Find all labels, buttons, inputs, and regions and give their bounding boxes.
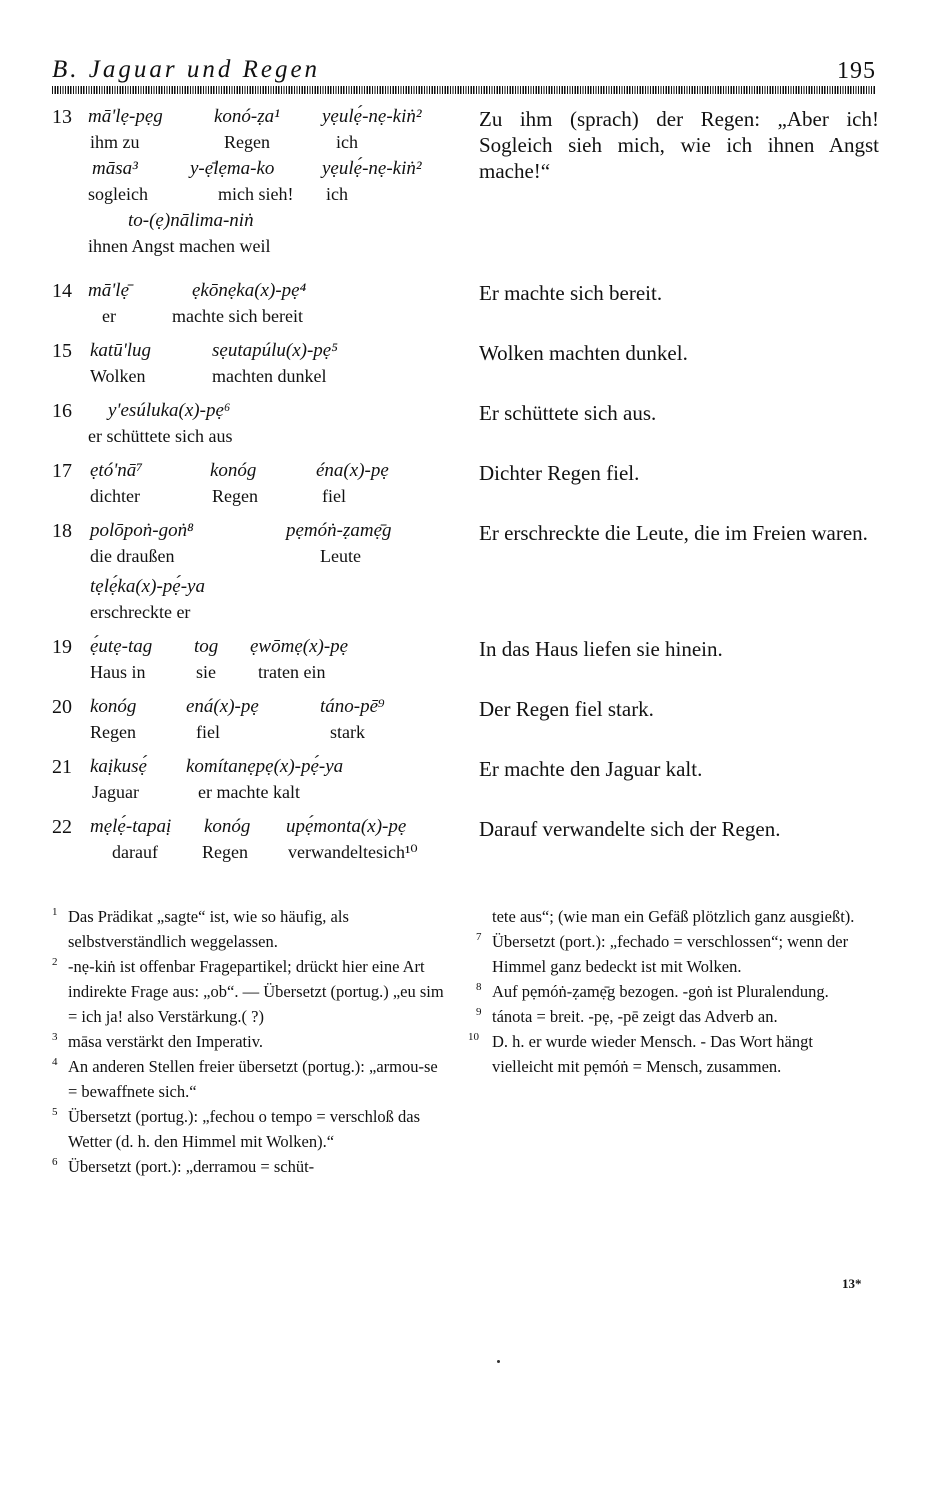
gloss-word: Regen [212,486,258,506]
entry-16 [52,400,878,454]
gloss-word: erschreckte er [90,602,191,622]
footnote: 7 Übersetzt (port.): „fechado = verschlossen“; wenn der Himmel ganz bedeckt ist mit Wolken. [476,931,849,976]
gloss-word: fiel [322,486,346,506]
entry-22 [52,816,878,870]
entry-number: 21 [52,756,72,778]
translation: Dichter Regen fiel. [479,461,640,485]
native-word: sẹutapúlu(x)-pẹ⁵ [212,340,338,361]
gloss-line [88,486,488,512]
native-word: māsa³ [92,158,138,179]
native-line [88,400,488,426]
gloss-word: ich [326,184,348,204]
gloss-word: darauf [112,842,158,862]
native-word: táno-pē⁹ [320,696,385,717]
gloss-word: er machte kalt [198,782,300,802]
interlinear-gloss [88,106,488,262]
gloss-line [88,662,488,688]
gloss-word: sie [196,662,216,682]
entry-21 [52,756,878,810]
native-word: kaịkusẹ́ [90,756,147,777]
print-speck [497,1360,500,1363]
footnote: 2 -nẹ-kiṅ ist offenbar Fragepartikel; drückt hier eine Art indirekte Frage aus: „ob“. — Übersetzt (portug.) „eu sim = ich ja! also Verstärkung.( ?) [52,956,444,1026]
entry-19 [52,636,878,690]
native-word: ẹ́utẹ-tag [90,636,153,657]
native-word: yẹulẹ́-nẹ-kiṅ² [322,158,422,179]
entry-number: 19 [52,636,72,658]
native-line [88,756,488,782]
interlinear-gloss [88,696,488,748]
gloss-line [88,306,488,332]
interlinear-gloss [88,520,488,628]
native-word: y-ẹ̄lẹma-ko [190,158,275,179]
signature-mark: 13* [842,1276,862,1291]
native-word: polōpoṅ-goṅ⁸ [90,520,194,541]
footnote: 1 Das Prädikat „sagte“ ist, wie so häufig, als selbstverständlich weggelassen. [52,906,349,951]
interlinear-gloss [88,756,488,808]
entry-18 [52,520,878,630]
gloss-word: verwandeltesich¹⁰ [288,842,418,862]
native-line [88,460,488,486]
gloss-word: er [102,306,116,326]
gloss-line [88,842,488,868]
translation: Der Regen fiel stark. [479,697,654,721]
translation [479,520,879,546]
native-line [88,696,488,722]
footnote-continuation: tete aus“; (wie man ein Gefäß plötzlich ganz ausgießt). [492,907,855,926]
gloss-word: Haus in [90,662,146,682]
interlinear-gloss [88,816,488,868]
gloss-word: Jaguar [92,782,139,802]
page-number: 195 [837,58,876,84]
gloss-word: machte sich bereit [172,306,303,326]
native-line [88,576,488,602]
native-line [88,158,488,184]
entry-number: 16 [52,400,72,422]
footnotes-right [468,904,872,1079]
gloss-line [88,722,488,748]
gloss-word: ihnen Angst machen weil [88,236,271,256]
translation: Er schüttete sich aus. [479,401,657,425]
interlinear-gloss [88,400,488,452]
translation: Er machte den Jaguar kalt. [479,757,703,781]
gloss-word: Regen [202,842,248,862]
gloss-line [88,546,488,572]
translation: Wolken machten dunkel. [479,341,688,365]
native-word: pẹmóṅ-ẓamẹ̄g [286,520,392,541]
entry-14 [52,280,878,334]
native-word: katū'lug [90,340,152,361]
native-word: y'esúluka(x)-pẹ⁶ [108,400,231,421]
native-word: ená(x)-pẹ [186,696,259,717]
native-word: ẹwōmẹ(x)-pẹ [250,636,349,657]
entry-17 [52,460,878,514]
gloss-word: fiel [196,722,220,742]
native-line [88,636,488,662]
gloss-line [88,236,488,262]
entry-20 [52,696,878,750]
entry-number: 15 [52,340,72,362]
native-word: konóg [90,696,137,717]
native-word: mẹlẹ́-tapaị [90,816,172,837]
native-word: yẹulẹ́-nẹ-kiṅ² [322,106,422,127]
native-line [88,520,488,546]
entry-number: 18 [52,520,72,542]
footnote: 8 Auf pẹmóṅ-ẓamẹ̄g bezogen. -goṅ ist Pluralendung. [476,981,829,1001]
page-header [52,56,876,92]
native-word: konóg [204,816,251,837]
footnote: 3 māsa verstärkt den Imperativ. [52,1031,264,1051]
entry-number: 20 [52,696,72,718]
footnote: 5 Übersetzt (portug.): „fechou o tempo = verschloß das Wetter (d. h. den Himmel mit Wolken).“ [52,1106,421,1151]
native-word: mā'lẹ-pẹg [88,106,163,127]
translation-text: Er erschreckte die Leute, die im Freien waren. [479,521,868,545]
gloss-line [88,602,488,628]
native-word: konó-ẓa¹ [214,106,280,127]
gloss-word: Wolken [90,366,146,386]
gloss-word: die draußen [90,546,175,566]
native-word: to-(ẹ)nālima-niṅ [128,210,254,231]
running-head: B. Jaguar und Regen [52,56,321,83]
native-word: upẹ́monta(x)-pẹ [286,816,407,837]
entry-number: 17 [52,460,72,482]
native-word: tẹlẹ́ka(x)-pẹ́-ya [90,576,205,597]
gloss-word: er schüttete sich aus [88,426,233,446]
interlinear-gloss [88,340,488,392]
native-word: ẹkōnẹka(x)-pẹ⁴ [192,280,307,301]
gloss-word: dichter [90,486,140,506]
gloss-word: Regen [90,722,136,742]
gloss-line [88,426,488,452]
gloss-line [88,366,488,392]
translation: Er machte sich bereit. [479,281,663,305]
gloss-word: sogleich [88,184,148,204]
interlinear-gloss [88,460,488,512]
gloss-word: machten dunkel [212,366,327,386]
gloss-line [88,132,488,158]
gloss-word: Regen [224,132,270,152]
gloss-word: ihm zu [90,132,140,152]
native-word: konóg [210,460,257,481]
native-line [88,340,488,366]
entry-13 [52,106,878,266]
header-rule [52,86,876,94]
native-line [88,816,488,842]
footnote: 9 tánota = breit. -pẹ, -pē zeigt das Adverb an. [476,1006,778,1026]
footnote: 4 An anderen Stellen freier übersetzt (portug.): „armou-se = bewaffnete sich.“ [52,1056,438,1101]
footnote: 6 Übersetzt (port.): „derramou = schüt- [52,1156,315,1176]
gloss-word: ich [336,132,358,152]
native-line [88,210,488,236]
translation: Darauf verwandelte sich der Regen. [479,817,781,841]
entry-15 [52,340,878,394]
native-word: mā'lẹ̄ [88,280,129,301]
native-line [88,106,488,132]
gloss-line [88,782,488,808]
footnotes-left [52,904,448,1179]
entry-number: 14 [52,280,72,302]
native-word: éna(x)-pẹ [316,460,389,481]
footnote: 10 D. h. er wurde wieder Mensch. - Das Wort hängt vielleicht mit pẹmóṅ = Mensch, zusammen. [468,1031,813,1076]
entry-number: 13 [52,106,72,128]
interlinear-gloss [88,280,488,332]
gloss-word: traten ein [258,662,326,682]
entry-number: 22 [52,816,72,838]
native-word: tog [194,636,219,657]
interlinear-gloss [88,636,488,688]
gloss-line [88,184,488,210]
native-line [88,280,488,306]
translation: In das Haus liefen sie hinein. [479,637,723,661]
native-word: komítanẹpẹ(x)-pẹ́-ya [186,756,344,777]
gloss-word: Leute [320,546,361,566]
gloss-word: mich sieh! [218,184,294,204]
translation: Zu ihm (sprach) der Regen: „Aber ich! Sogleich sieh mich, wie ich ihnen Angst mache!“ [479,107,879,183]
gloss-word: stark [330,722,365,742]
native-word: ẹtó'nā⁷ [90,460,143,481]
